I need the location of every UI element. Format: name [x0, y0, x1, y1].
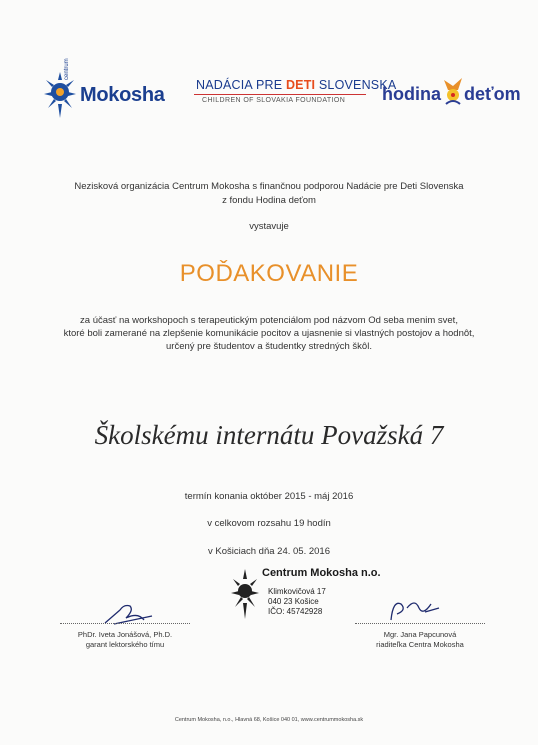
intro-line-2: z fondu Hodina deťom	[222, 195, 316, 206]
hodina-detom-logo	[382, 82, 527, 112]
left-signer-role: garant lektorského tímu	[85, 640, 165, 649]
event-term: termín konania október 2015 - máj 2016	[184, 491, 354, 502]
description-line-2: ktoré boli zamerané na zlepšenie komunikácie pocitov a ujasnenie si vlastných postojov a hodnôt,	[63, 328, 475, 339]
stamp-ico: IČO: 45742928	[268, 607, 323, 616]
recipient-name: Školskému internátu Považská 7	[94, 420, 444, 450]
description-line-1: za účasť na workshopoch s terapeutickým potenciálom pod názvom Od seba menim svet,	[80, 315, 458, 326]
right-signature-line	[355, 623, 485, 624]
organization-stamp	[230, 565, 390, 625]
left-signature-block	[55, 630, 195, 650]
hodina-logo-word: hodina	[382, 84, 441, 104]
intro-line-1: Nezisková organizácia Centrum Mokosha s finančnou podporou Nadácie pre Deti Slovenska	[74, 181, 464, 192]
left-signer-name: PhDr. Iveta Jonášová, Ph.D.	[77, 630, 173, 639]
stamp-city: 040 23 Košice	[268, 597, 319, 606]
description-line-3: určený pre študentov a študentky stredných škôl.	[166, 341, 372, 352]
nadacia-logo-rule	[194, 94, 366, 95]
right-signer-name: Mgr. Jana Papcunová	[383, 630, 457, 639]
right-signature-block	[350, 630, 490, 650]
nadacia-logo-title: NADÁCIA PRE DETI SLOVENSKA	[196, 78, 397, 92]
certificate-title: POĎAKOVANIE	[179, 260, 359, 287]
footer-address: Centrum Mokosha, n.o., Hlavná 68, Košice 040 01, www.centrummokosha.sk	[174, 717, 364, 723]
nadacia-logo-subtitle: CHILDREN OF SLOVAKIA FOUNDATION	[202, 97, 346, 104]
intro-line-3: vystavuje	[249, 221, 289, 232]
stamp-street: Klimkovičová 17	[268, 587, 326, 596]
mokosha-logo-text: Mokosha	[80, 84, 165, 106]
event-scope: v celkovom rozsahu 19 hodín	[207, 518, 331, 529]
hodina-clown-icon	[440, 76, 466, 106]
detom-logo-word: deťom	[464, 84, 521, 104]
stamp-sun-icon	[230, 565, 260, 621]
mokosha-logo	[42, 58, 182, 120]
mokosha-sun-icon	[42, 70, 78, 120]
nadacia-logo	[190, 78, 397, 118]
place-date: v Košiciach dňa 24. 05. 2016	[207, 546, 330, 557]
mokosha-logo-small: centrum	[64, 58, 70, 80]
right-signature-scribble	[385, 594, 445, 624]
left-signature-line	[60, 623, 190, 624]
right-signer-role: riaditeľka Centra Mokosha	[376, 640, 464, 649]
stamp-name: Centrum Mokosha n.o.	[262, 567, 381, 579]
